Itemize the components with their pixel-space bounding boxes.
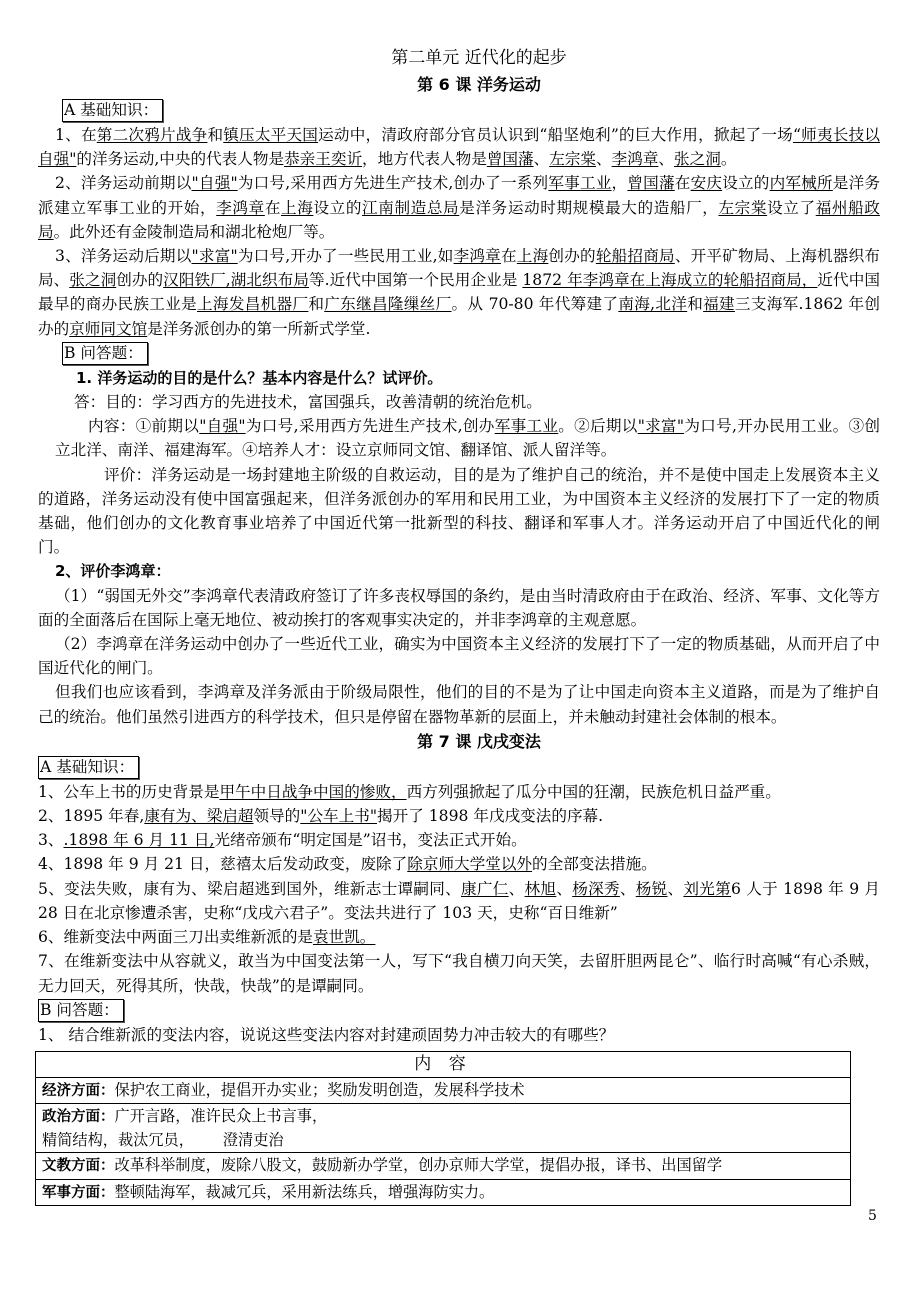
underlined-term: 康广仁 xyxy=(461,879,509,898)
underlined-term: 曾国藩 xyxy=(486,150,534,169)
underlined-term: 曾国藩 xyxy=(627,174,675,193)
underlined-term: 安庆 xyxy=(690,174,723,193)
text-run: 设立的 xyxy=(313,198,363,217)
underlined-term: 广东继昌隆缫丝厂 xyxy=(324,295,452,314)
underlined-term: 福州船政局 xyxy=(38,198,880,241)
table-cell xyxy=(36,1104,851,1153)
paragraph xyxy=(38,390,880,414)
text-run: 1、公车上书的历史背景是 xyxy=(38,782,220,801)
underlined-term: 刘光第 xyxy=(683,879,732,898)
text-run: 运动中，清政府部分官员认识到“船坚炮利”的巨大作用，掀起了一场 xyxy=(318,126,793,144)
text-run: 为口号,开办民用工业。③创立北洋、南洋、福建海军。④培养人才：设立京师同文馆、翻译馆、派人留洋等。 xyxy=(55,417,880,460)
underlined-term: 上海 xyxy=(516,247,549,266)
section-label-wrap xyxy=(38,998,880,1023)
underlined-term: 轮船招商局 xyxy=(595,247,675,266)
underlined-term: 左宗棠 xyxy=(718,198,768,217)
underlined-term: "自强" xyxy=(191,174,238,193)
text-run: 6 人于 1898 年 9 月 28 日在北京惨遭杀害，史称“戊戌六君子”。变法共进行了 103 天，史称“百日维新” xyxy=(38,879,880,922)
underlined-term: 林旭 xyxy=(524,879,557,898)
paragraph xyxy=(38,366,880,390)
text-run: 的全部变法措施。 xyxy=(532,855,657,874)
text-run: 西方列强掀起了瓜分中国的狂潮，民族危机日益严重。 xyxy=(406,782,781,801)
underlined-term: 左宗棠 xyxy=(549,150,597,169)
underlined-term: "求富" xyxy=(191,247,238,266)
text-run: 。此外还有金陵制造局和湖北枪炮厂等。 xyxy=(53,222,335,241)
text-run: 内容：①前期以 xyxy=(88,417,200,436)
text-run: 2、洋务运动前期以 xyxy=(55,174,192,193)
text-run: 3、洋务运动后期以 xyxy=(55,247,192,266)
paragraph xyxy=(38,680,880,728)
underlined-term: 张之洞 xyxy=(674,150,721,169)
text-run: 和 xyxy=(308,295,325,314)
underlined-term: 第二次鸦片战争 xyxy=(96,126,208,144)
text-run: 答：目的：学习西方的先进技术，富国强兵，改善清朝的统治危机。 xyxy=(74,393,542,412)
paragraph xyxy=(38,1023,880,1047)
table-row xyxy=(36,1077,851,1104)
text-run: 7、在维新变法中从容就义，敢当为中国变法第一人，写下“我自横刀向天笑，去留肝胆两昆仑”、临行时高喊“有心杀贼，无力回天，死得其所，快哉，快哉”的是谭嗣同。 xyxy=(38,952,880,995)
table-cell xyxy=(36,1153,851,1180)
underlined-term: 1872 年李鸿章在上海成立的轮船招商局， xyxy=(522,271,818,290)
underlined-term: 张之洞 xyxy=(69,271,117,290)
unit-title: 第二单元 近代化的起步 xyxy=(391,48,567,68)
row-content: 精简结构，裁汰冗员， 澄清吏治 xyxy=(42,1130,284,1149)
text-run: 5、变法失败，康有为、梁启超逃到国外，维新志士谭嗣同、 xyxy=(38,879,462,898)
text-run: 创办的 xyxy=(548,247,596,266)
section-label: A 基础知识： xyxy=(38,756,139,779)
table-cell xyxy=(36,1179,851,1206)
section-label-wrap xyxy=(38,755,880,780)
underlined-term: 军事工业 xyxy=(494,417,559,436)
underlined-term: "求富" xyxy=(637,417,685,436)
text-run: 1、在 xyxy=(55,126,97,144)
row-label: 文教方面： xyxy=(42,1158,115,1175)
text-run: 在 xyxy=(264,198,282,217)
table-row xyxy=(36,1104,851,1153)
underlined-term: 恭亲王奕䜣 xyxy=(284,150,363,169)
underlined-term: .1898 年 6 月 11 日, xyxy=(63,831,215,850)
table-row xyxy=(36,1153,851,1180)
text-run: 在 xyxy=(500,247,517,266)
text-run: 1、 结合维新派的变法内容，说说这些变法内容对封建顽固势力冲击较大的有哪些？ xyxy=(38,1025,615,1044)
underlined-term: "自强" xyxy=(199,417,246,436)
text-run: 近代中国最早的商办民族工业是 xyxy=(38,271,880,314)
text-run: ，地方代表人物是 xyxy=(362,150,487,169)
underlined-term: 袁世凯。 xyxy=(313,928,376,947)
row-content: 保护农工商业，提倡开办实业；奖励发明创造，发展科学技术 xyxy=(114,1080,525,1099)
underlined-term: 江南制造总局 xyxy=(362,198,460,217)
text-run: 为口号,采用西方先进生产技术,创办了一系列 xyxy=(237,174,549,193)
paragraph xyxy=(38,171,880,244)
underlined-term: 杨深秀 xyxy=(572,879,620,898)
underlined-term: 甲午中日战争中国的惨败， xyxy=(219,782,407,801)
table-header: 内 容 xyxy=(36,1051,851,1077)
underlined-term: 镇压太平天国 xyxy=(223,126,319,144)
section-label: B 问答题： xyxy=(38,999,124,1022)
text-run: 是洋务派创办的第一所新式学堂. xyxy=(147,319,371,338)
reform-content-table xyxy=(35,1051,851,1207)
text-run: ， xyxy=(611,174,628,193)
row-content: 改革科举制度，废除八股文，鼓励新办学堂，创办京师大学堂，提倡办报，译书、出国留学 xyxy=(114,1156,722,1175)
text-run: 在 xyxy=(674,174,691,193)
text-run: 4、1898 年 9 月 21 日，慈禧太后发动政变，废除了 xyxy=(38,855,408,874)
paragraph xyxy=(38,632,880,680)
text-run: 、 xyxy=(658,150,675,169)
lesson-heading: 第 6 课 洋务运动 xyxy=(417,75,541,94)
text-run: 1. 洋务运动的目的是什么？基本内容是什么？试评价。 xyxy=(76,368,443,387)
text-run: 、 xyxy=(508,879,525,898)
text-run: 等.近代中国第一个民用企业是 xyxy=(308,271,523,290)
underlined-term: 汉阳铁厂,湖北织布局 xyxy=(163,271,309,290)
text-run: 创办的 xyxy=(116,271,164,290)
row-label: 经济方面： xyxy=(42,1082,115,1099)
text-run: 是洋务运动时期规模最大的造船厂， xyxy=(459,198,719,217)
paragraph xyxy=(38,877,880,925)
document-page xyxy=(38,44,880,1206)
text-run: 、 xyxy=(619,879,636,898)
table-row xyxy=(36,1179,851,1206)
text-run: 的洋务运动,中央的代表人物是 xyxy=(76,150,285,169)
underlined-term: 福建 xyxy=(703,295,735,314)
text-run: （1）“弱国无外交”李鸿章代表清政府签订了许多丧权辱国的条约，是由当时清政府由于在政治、经济、军事、文化等方面的全面落后在国际上毫无地位、被动挨打的客观事实决定的，并非李鸿章的主观意愿。 xyxy=(38,586,880,629)
text-run: 设立了 xyxy=(767,198,816,217)
table-cell xyxy=(36,1077,851,1104)
text-run: 、开平矿物局、上海机器织布局、 xyxy=(38,247,880,290)
underlined-term: “师夷长技以自强" xyxy=(38,126,880,169)
row-label: 政治方面： xyxy=(42,1109,115,1126)
paragraph xyxy=(38,244,880,341)
row-label: 军事方面： xyxy=(42,1184,115,1201)
underlined-term: 上海 xyxy=(281,198,314,217)
text-run: 和 xyxy=(687,295,704,314)
underlined-term: 军事工业 xyxy=(548,174,612,193)
underlined-term: 李鸿章 xyxy=(216,198,265,217)
underlined-term: 康有为、梁启超 xyxy=(144,807,254,826)
text-run: 领导的 xyxy=(253,807,301,826)
text-run: 6、维新变法中两面三刀出卖维新派的是 xyxy=(38,928,314,947)
text-run: 、 xyxy=(556,879,573,898)
underlined-term: 南海,北洋 xyxy=(618,295,688,314)
paragraph xyxy=(38,852,880,876)
paragraph xyxy=(38,780,880,804)
text-run: 、 xyxy=(596,150,612,169)
section-label-wrap xyxy=(38,341,880,366)
section-label: B 问答题： xyxy=(62,342,148,365)
text-run: 。从 70-80 年代筹建了 xyxy=(451,295,619,314)
underlined-term: 杨锐 xyxy=(635,879,668,898)
paragraph xyxy=(38,949,880,997)
section-label-wrap xyxy=(38,98,880,123)
underlined-term: 除京师大学堂以外 xyxy=(407,855,533,874)
lesson-heading: 第 7 课 戊戌变法 xyxy=(417,731,541,751)
text-run: 为口号,采用西方先进生产技术,创办 xyxy=(245,417,495,436)
page-number: 5 xyxy=(868,1208,877,1224)
underlined-term: 内军械所 xyxy=(769,174,833,193)
underlined-term: 上海发昌机器厂 xyxy=(197,295,309,314)
text-run: 但我们也应该看到，李鸿章及洋务派由于阶级局限性，他们的目的不是为了让中国走向资本主义道路，而是为了维护自己的统治。他们虽然引进西方的科学技术，但只是停留在器物革新的层面上，并未触动封建社会体制的根本。 xyxy=(38,683,880,726)
text-run: 揭开了 1898 年戊戌变法的序幕. xyxy=(377,807,604,826)
text-run: 三支海军.1862 年创办的 xyxy=(38,295,880,338)
row-content: 整顿陆海军，裁减冗兵，采用新法练兵，增强海防实力。 xyxy=(114,1182,495,1201)
text-run: 是洋务派建立军事工业的开始， xyxy=(38,174,880,217)
paragraph xyxy=(38,559,880,583)
text-run: 光绪帝颁布“明定国是”诏书，变法正式开始。 xyxy=(214,831,527,850)
text-run: 设立的 xyxy=(722,174,770,193)
row-content: 广开言路，准许民众上书言事， xyxy=(114,1107,328,1126)
paragraph xyxy=(38,463,880,560)
text-run: 和 xyxy=(207,126,224,144)
underlined-term: "公车上书" xyxy=(300,807,378,826)
text-run: 。②后期以 xyxy=(558,417,638,436)
underlined-term: 李鸿章 xyxy=(453,247,501,266)
text-run: 2、评价李鸿章： xyxy=(55,562,171,581)
paragraph xyxy=(38,414,880,462)
paragraph xyxy=(38,925,880,949)
text-run: 3、 xyxy=(38,831,64,850)
underlined-term: 京师同文馆 xyxy=(69,319,148,338)
paragraph xyxy=(38,804,880,828)
paragraph xyxy=(38,123,880,171)
text-run: 、 xyxy=(667,879,684,898)
text-run: 、 xyxy=(533,150,550,169)
text-run: 。 xyxy=(720,150,737,169)
paragraph xyxy=(38,828,880,852)
text-run: 2、1895 年春, xyxy=(38,807,145,826)
text-run: （2）李鸿章在洋务运动中创办了一些近代工业，确实为中国资本主义经济的发展打下了一定的物质基础，从而开启了中国近代化的闸门。 xyxy=(38,635,880,678)
paragraph xyxy=(38,584,880,632)
text-run: 评价：洋务运动是一场封建地主阶级的自救运动，目的是为了维护自己的统治，并不是使中国走上发展资本主义的道路，洋务运动没有使中国富强起来，但洋务派创办的军用和民用工业，为中国资本主义经济的发展打下了一定的物质基础，他们创办的文化教育事业培养了中国近代第一批新型的科技、翻译和军事人才。洋务运动开启了中国近代化的闸门。 xyxy=(38,465,880,557)
text-run: 为口号,开办了一些民用工业,如 xyxy=(237,247,454,266)
section-label: A 基础知识： xyxy=(62,99,163,122)
underlined-term: 李鸿章 xyxy=(611,150,659,169)
